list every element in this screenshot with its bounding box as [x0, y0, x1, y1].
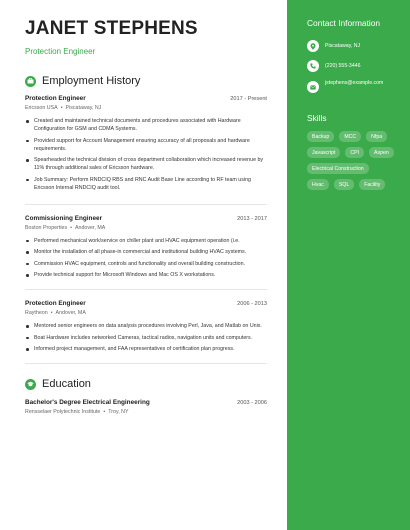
candidate-name: JANET STEPHENS [25, 18, 198, 39]
skill-tag: Hvac [307, 179, 329, 190]
job-dates: 2017 - Present [230, 96, 267, 102]
school-location: Rensselaer Polytechnic Institute • Troy, NY [25, 409, 129, 415]
education-entry [25, 399, 267, 415]
graduation-cap-icon [25, 379, 36, 390]
job-dates: 2006 - 2013 [237, 301, 267, 307]
job-bullet: Job Summary: Perform RNDCIQ RBS and RNC Audit Base Line according to RF team using Ericsson Internal RNDCIQ audit tool. [25, 176, 267, 192]
job-bullet: Boat Hardware includes networked Cameras, tactical radios, navigation units and computers. [25, 334, 267, 342]
job-bullet: Spearheaded the technical division of cross department collaboration which increased revenue by 11% through additional sales of Ericsson hardware. [25, 156, 267, 172]
employment-section-title: Employment History [42, 75, 141, 87]
skill-tag: Aspen [369, 147, 394, 158]
job-bullet: Monitor the installation of all phase-in commercial and institutional building HVAC systems. [25, 248, 267, 256]
skill-tag: CPI [345, 147, 364, 158]
contact-title: Contact Information [307, 18, 381, 28]
skill-tag: Nfpa [366, 131, 387, 142]
candidate-title: Protection Engineer [25, 47, 96, 56]
phone-icon [307, 60, 319, 72]
job-entry [25, 215, 267, 280]
job-company-location: Boston Properties • Andover, MA [25, 224, 106, 231]
job-entry [25, 300, 267, 353]
skill-tag: MCC [339, 131, 361, 142]
school-location-text: Troy, NY [108, 409, 129, 415]
job-company: Ericsson USA [25, 105, 58, 111]
contact-item-phone [307, 60, 400, 72]
contact-item-email [307, 80, 400, 93]
employment-section-header [25, 75, 267, 87]
briefcase-icon [25, 76, 36, 87]
job-bullet: Created and maintained technical documents and procedures associated with Hardware Configuration for GSM and CDMA Systems. [25, 117, 267, 133]
job-title: Protection Engineer [25, 95, 86, 102]
skill-tag: SQL [334, 179, 354, 190]
job-bullets [25, 117, 267, 192]
job-bullet: Informed project management, and FAA representatives of certification plan progress. [25, 345, 267, 353]
job-title: Commissioning Engineer [25, 214, 103, 222]
job-title: Protection Engineer [25, 300, 86, 307]
education-dates: 2003 - 2006 [237, 400, 267, 406]
skill-tag: Backup [307, 131, 334, 142]
job-bullet: Commission HVAC equipment, controls and functionality and overall building construction. [25, 260, 267, 268]
education-section-header [25, 378, 267, 390]
job-bullet: Performed mechanical work/service on chiller plant and HVAC equipment operation (i.e. [25, 237, 267, 245]
skill-tag: Electrical Construction [307, 163, 369, 174]
school-name: Rensselaer Polytechnic Institute [25, 409, 101, 415]
education-section-title: Education [42, 378, 91, 390]
contact-location-text: Piscataway, NJ [325, 42, 361, 49]
job-company: Boston Properties [25, 224, 68, 231]
job-location: Andover, MA [55, 310, 86, 316]
skills-title: Skills [307, 113, 327, 123]
job-dates: 2013 - 2017 [237, 215, 267, 222]
location-icon [307, 40, 319, 52]
degree-title: Bachelor's Degree Electrical Engineering [25, 399, 150, 406]
contact-item-location [307, 40, 400, 52]
job-bullets [25, 322, 267, 353]
job-location: Andover, MA [74, 224, 106, 231]
skill-tag: Facility [359, 179, 385, 190]
job-entry [25, 95, 267, 192]
sidebar [287, 0, 410, 530]
job-bullet: Provided support for Account Management ensuring accuracy of all proposals and hardware requirements. [25, 137, 267, 153]
job-bullet: Provide technical support for Microsoft Windows and Mac OS X workstations. [25, 271, 267, 279]
job-company: Raytheon [25, 310, 48, 316]
skill-tag: Javascript [307, 147, 340, 158]
email-icon [307, 81, 319, 93]
job-company-location: Raytheon • Andover, MA [25, 310, 86, 316]
skills-list [307, 131, 400, 195]
job-bullet: Mentored senior engineers on data analysis procedures involving Perl, Java, and Matlab on Unix. [25, 322, 267, 330]
job-company-location: Ericsson USA • Piscataway, NJ [25, 105, 102, 111]
contact-email-text: jstephens@example.com [325, 80, 384, 86]
section-divider [25, 204, 267, 205]
contact-phone-text: (220) 555-3446 [325, 62, 361, 69]
section-divider [25, 363, 267, 364]
job-bullets [25, 237, 267, 280]
job-location: Piscataway, NJ [65, 105, 102, 111]
section-divider [25, 289, 267, 290]
